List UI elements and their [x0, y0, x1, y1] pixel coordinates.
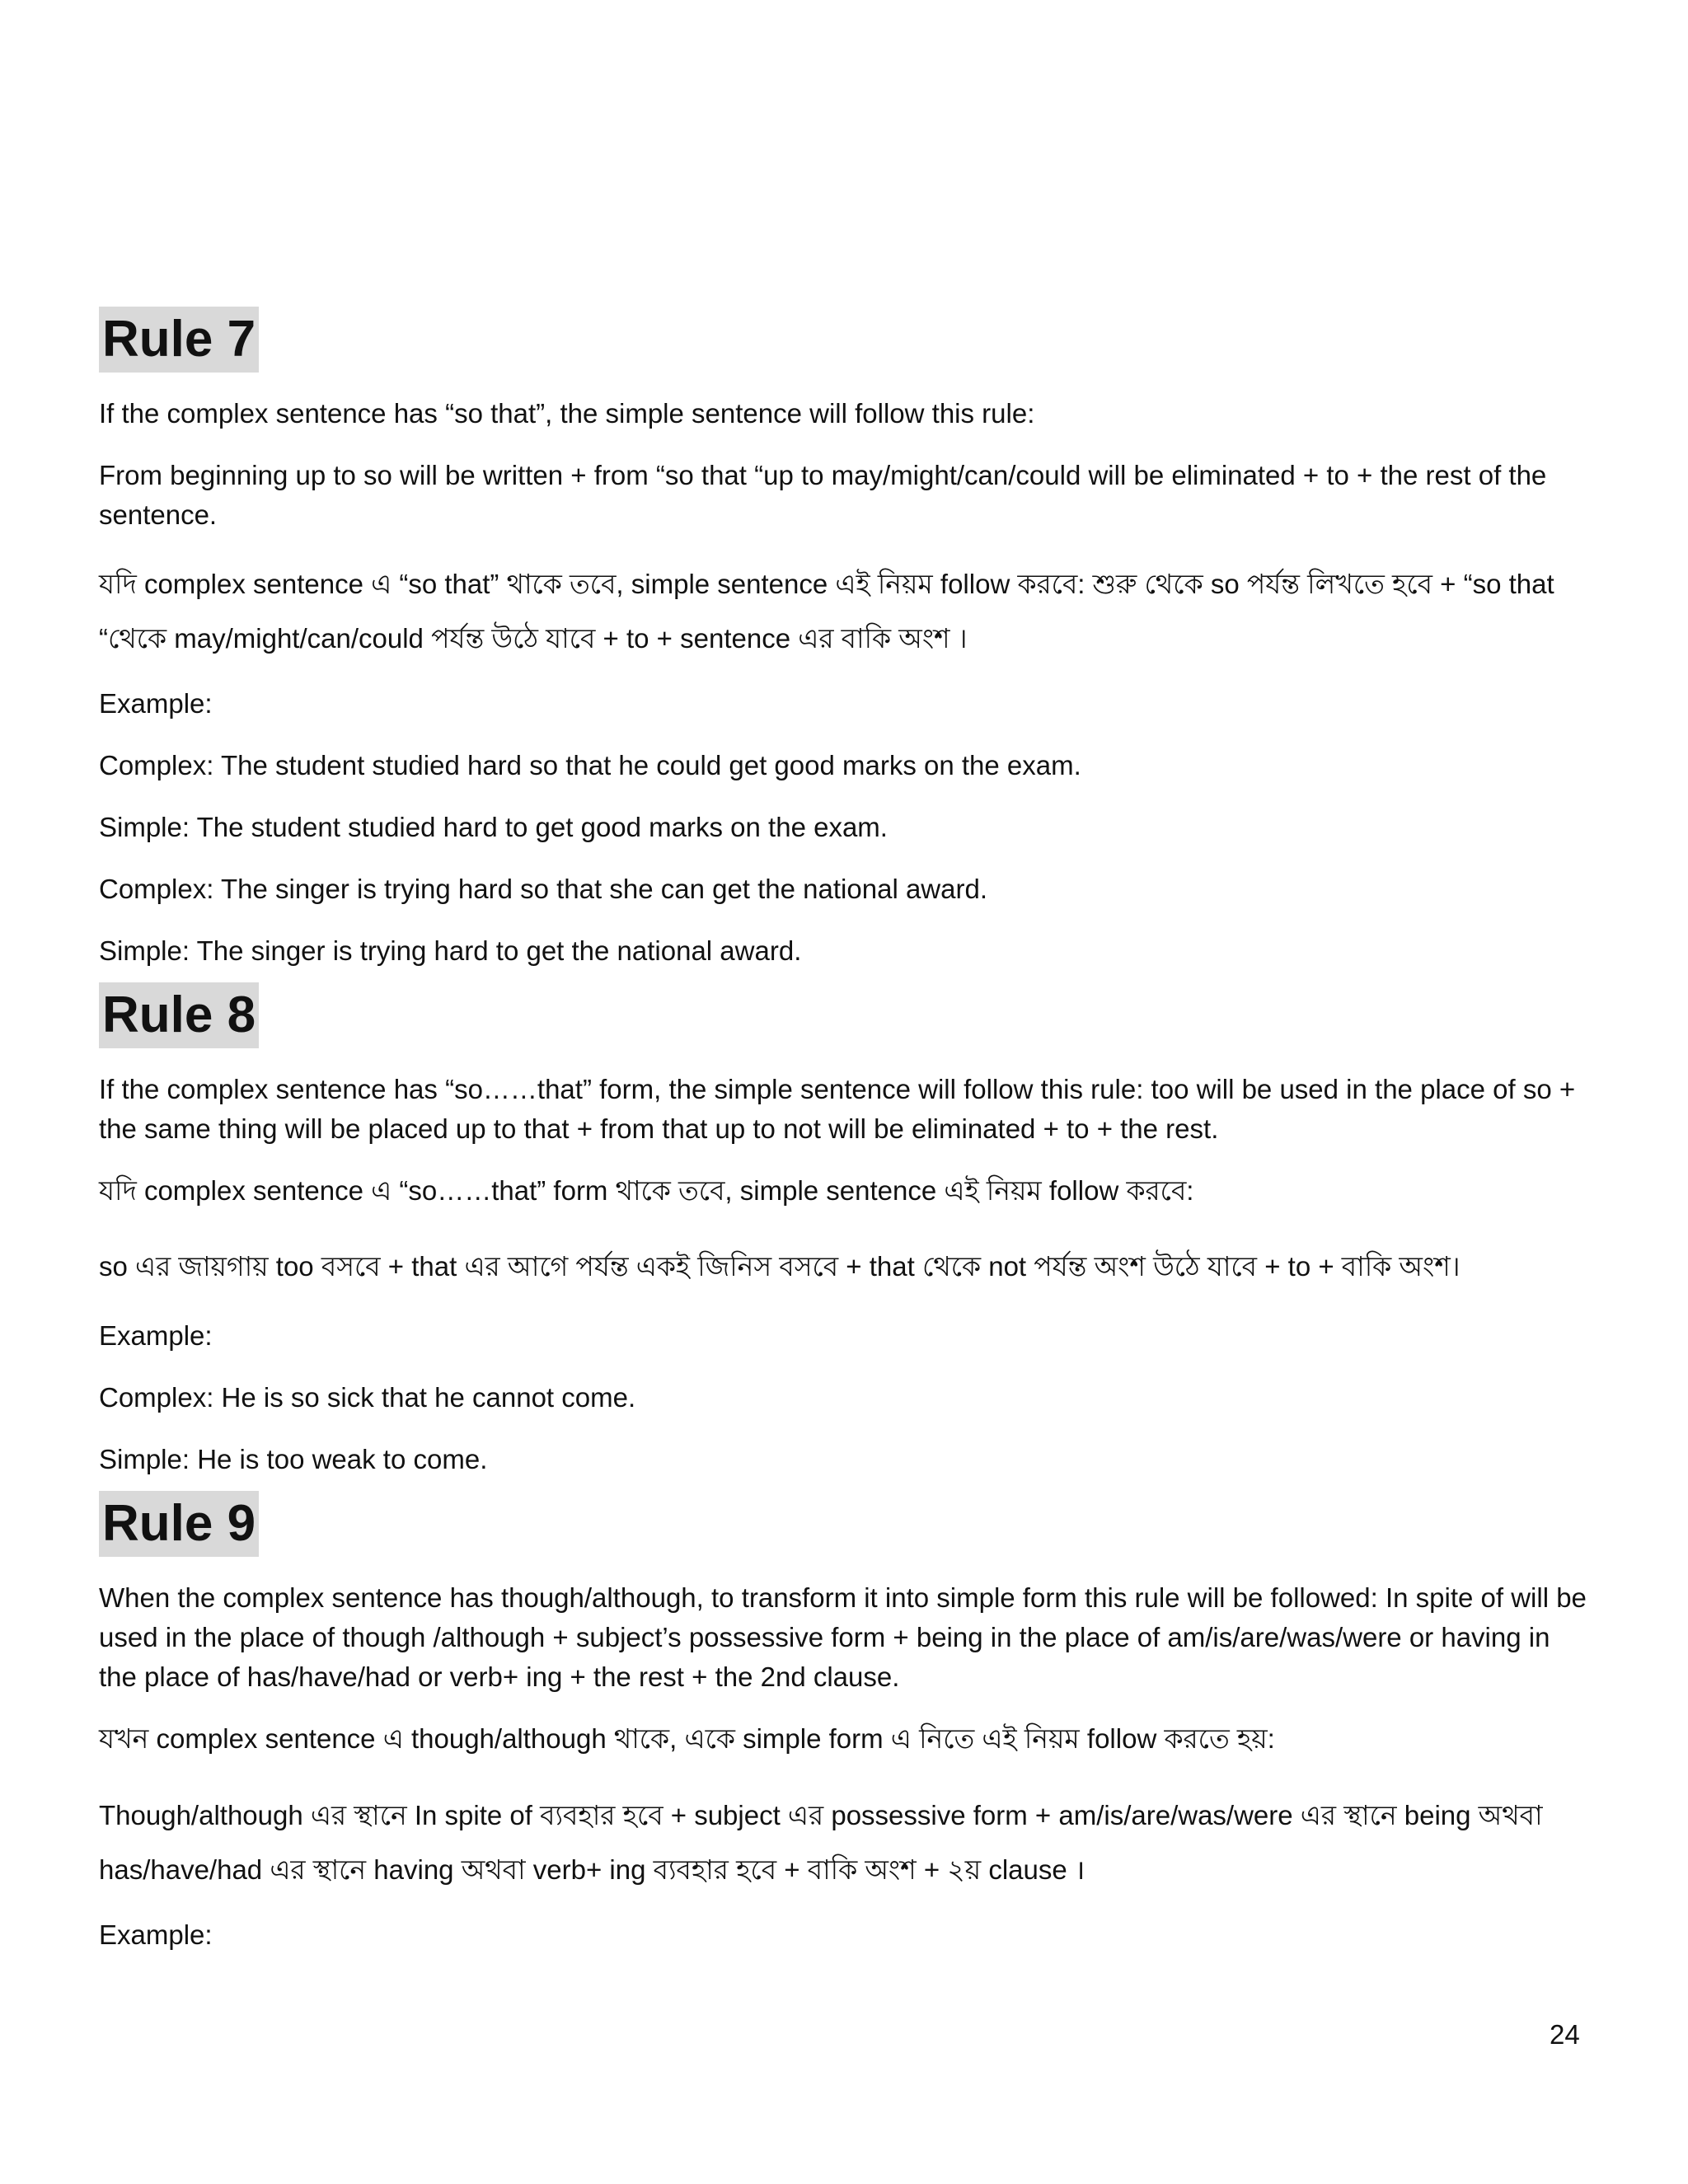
rule-7-intro: If the complex sentence has “so that”, the simple sentence will follow this rule:	[99, 398, 1035, 429]
rule-7-description: From beginning up to so will be written + from “so that “up to may/might/can/could will be eliminated + to + the rest of the sentence.	[99, 460, 1547, 530]
rule-8-example-label: Example:	[99, 1320, 213, 1351]
rule-9-bengali-text-1: যখন complex sentence এ though/although থাকে, একে simple form এ নিতে এই নিয়ম follow করতে হয়:	[99, 1723, 1275, 1754]
rule-9-section	[99, 1491, 1591, 1955]
rule-9-example-label: Example:	[99, 1919, 213, 1950]
rule-7-section	[99, 307, 1591, 971]
rule-9-heading: Rule 9	[99, 1491, 259, 1557]
page-number: 24	[1550, 2019, 1580, 2050]
rule-8-section	[99, 982, 1591, 1479]
rule-7-example-2: Simple: The student studied hard to get good marks on the exam.	[99, 812, 888, 842]
rule-7-example-label: Example:	[99, 688, 213, 719]
rule-8-intro: If the complex sentence has “so……that” form, the simple sentence will follow this rule: too will be used in the place of so + the same thing will be placed up to that + from that up to not will be eliminated + to + the rest.	[99, 1074, 1576, 1144]
rule-7-bengali-text: যদি complex sentence এ “so that” থাকে তবে, simple sentence এই নিয়ম follow করবে: শুরু থেকে so পর্যন্ত লিখতে হবে + “so that “থেকে may/might/can/could পর্যন্ত উঠে যাবে + to + sentence এর বাকি অংশ ।	[99, 569, 1554, 654]
rule-8-bengali-text-1: যদি complex sentence এ “so……that” form থাকে তবে, simple sentence এই নিয়ম follow করবে:	[99, 1175, 1194, 1206]
rule-7-example-1: Complex: The student studied hard so that he could get good marks on the exam.	[99, 750, 1081, 780]
rule-9-intro: When the complex sentence has though/although, to transform it into simple form this rule will be followed: In spite of will be used in the place of though /although + subject’s possessive form + being in the place of am/is/are/was/were or having in the place of has/have/had or verb+ ing + the rest + the 2nd clause.	[99, 1582, 1587, 1692]
rule-8-heading: Rule 8	[99, 982, 259, 1048]
rule-7-example-4: Simple: The singer is trying hard to get the national award.	[99, 935, 802, 966]
page-content	[99, 307, 1591, 1977]
rule-9-bengali-text-2: Though/although এর স্থানে In spite of ব্যবহার হবে + subject এর possessive form + am/is/are/was/were এর স্থানে being অথবা has/have/had এর স্থানে having অথবা verb+ ing ব্যবহার হবে + বাকি অংশ + ২য় clause ।	[99, 1800, 1543, 1885]
rule-8-example-1: Complex: He is so sick that he cannot come.	[99, 1382, 636, 1413]
rule-8-bengali-text-2: so এর জায়গায় too বসবে + that এর আগে পর্যন্ত একই জিনিস বসবে + that থেকে not পর্যন্ত অংশ উঠে যাবে + to + বাকি অংশ।	[99, 1251, 1461, 1282]
rule-7-heading: Rule 7	[99, 307, 259, 373]
rule-8-example-2: Simple: He is too weak to come.	[99, 1444, 488, 1474]
rule-7-example-3: Complex: The singer is trying hard so that she can get the national award.	[99, 874, 987, 904]
